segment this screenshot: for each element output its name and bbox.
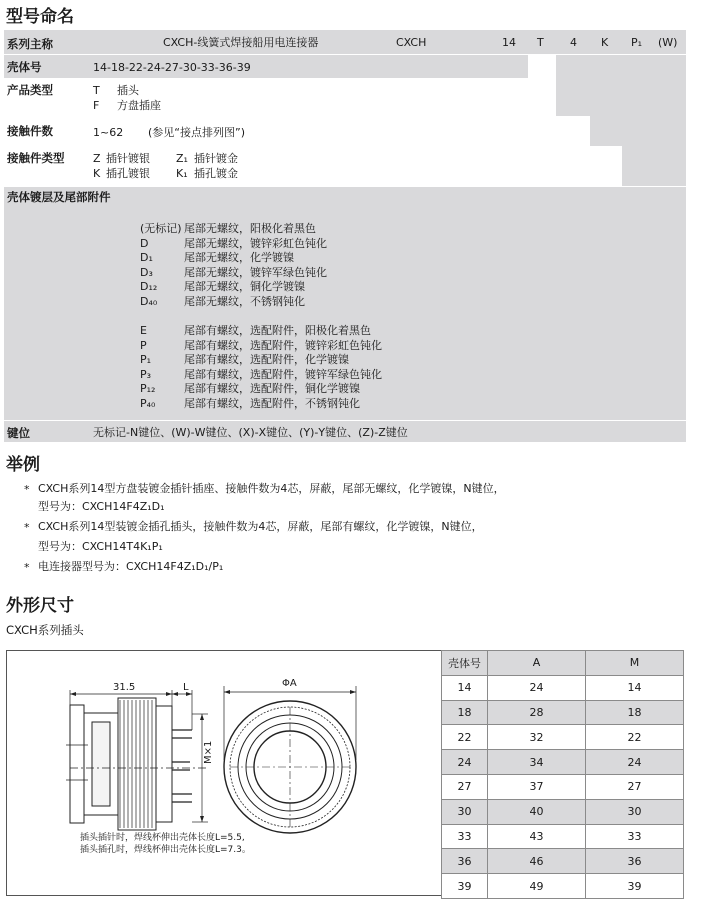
front-view bbox=[224, 686, 356, 833]
table-row bbox=[442, 849, 684, 874]
plating-row bbox=[140, 222, 440, 237]
drawing-note-1: 插头插针时，焊线杯伸出壳体长度L=5.5, bbox=[80, 833, 245, 843]
plating-desc: 尾部无螺纹，阳极化着黑色 bbox=[184, 222, 316, 235]
cell-a: 28 bbox=[488, 700, 586, 725]
plating-code: P₄₀ bbox=[140, 396, 156, 410]
cell-a: 46 bbox=[488, 849, 586, 874]
cell-shell: 24 bbox=[442, 750, 488, 775]
dimension-subtitle: CXCH系列插头 bbox=[6, 623, 84, 637]
cell-m: 14 bbox=[586, 675, 684, 700]
product-label: 产品类型 bbox=[7, 83, 53, 97]
example-item bbox=[24, 559, 624, 579]
table-row bbox=[442, 799, 684, 824]
example-line: 电连接器型号为：CXCH14F4Z₁D₁/P₁ bbox=[38, 560, 224, 573]
plating-desc: 尾部无螺纹，铜化学镀镍 bbox=[184, 280, 305, 293]
series-label: 系列主称 bbox=[7, 37, 53, 51]
plating-desc: 尾部有螺纹，选配附件，阳极化着黑色 bbox=[184, 324, 371, 337]
cell-m: 24 bbox=[586, 750, 684, 775]
plating-list bbox=[140, 222, 440, 411]
plating-code: P₃ bbox=[140, 367, 152, 381]
example-list bbox=[24, 481, 624, 579]
key-label: 键位 bbox=[7, 426, 30, 440]
product-f-code: F bbox=[93, 99, 100, 112]
code-part-plating: P₁ bbox=[631, 36, 643, 49]
dim-L: L bbox=[183, 682, 189, 693]
plating-code: (无标记) bbox=[140, 222, 182, 235]
contacts-range: 1~62 bbox=[93, 126, 124, 139]
example-item bbox=[24, 519, 624, 559]
plating-desc: 尾部有螺纹，选配附件，不锈钢钝化 bbox=[184, 396, 360, 410]
shell-label: 壳体号 bbox=[7, 60, 42, 74]
contact-type-label: 接触件类型 bbox=[7, 151, 65, 165]
contact-k-code: K bbox=[93, 167, 101, 180]
cell-shell: 22 bbox=[442, 725, 488, 750]
cell-a: 34 bbox=[488, 750, 586, 775]
cell-m: 18 bbox=[586, 700, 684, 725]
contact-z: 插针镀银 bbox=[106, 152, 150, 165]
example-item bbox=[24, 481, 624, 519]
plating-row bbox=[140, 266, 440, 281]
plating-row bbox=[140, 397, 440, 412]
dimension-table bbox=[441, 650, 684, 899]
shell-values: 14-18-22-24-27-30-33-36-39 bbox=[93, 61, 251, 74]
plating-row bbox=[140, 368, 440, 383]
plating-code: P₁ bbox=[140, 353, 152, 366]
table-row bbox=[442, 725, 684, 750]
plating-desc: 尾部有螺纹，选配附件，镀锌军绿色钝化 bbox=[184, 367, 382, 381]
plating-code: P₁₂ bbox=[140, 382, 156, 395]
dim-phiA: ΦA bbox=[282, 678, 297, 689]
cell-shell: 27 bbox=[442, 774, 488, 799]
example-model: 型号为：CXCH14F4Z₁D₁ bbox=[38, 500, 165, 513]
table-row bbox=[442, 874, 684, 899]
cell-m: 39 bbox=[586, 874, 684, 899]
plating-desc: 尾部有螺纹，选配附件，铜化学镀镍 bbox=[184, 382, 360, 395]
naming-band-shell bbox=[4, 54, 528, 78]
contacts-note: (参见“接点排列图”) bbox=[148, 126, 245, 139]
plating-code: D₁ bbox=[140, 251, 153, 264]
col-header-m: M bbox=[586, 651, 684, 676]
plating-desc: 尾部无螺纹，化学镀镍 bbox=[184, 251, 294, 264]
code-part-type: T bbox=[537, 36, 544, 49]
plating-row bbox=[140, 353, 440, 368]
code-part-shell: 14 bbox=[502, 36, 516, 49]
plating-row bbox=[140, 382, 440, 397]
plating-row bbox=[140, 251, 440, 266]
cell-m: 36 bbox=[586, 849, 684, 874]
cell-shell: 18 bbox=[442, 700, 488, 725]
table-row bbox=[442, 675, 684, 700]
plating-row bbox=[140, 280, 440, 295]
naming-band-contact-type-tail bbox=[622, 146, 686, 186]
col-header-a: A bbox=[488, 651, 586, 676]
code-part-contact-type: K bbox=[601, 36, 609, 49]
cell-shell: 14 bbox=[442, 675, 488, 700]
plating-code: D₄₀ bbox=[140, 294, 158, 308]
plating-row bbox=[140, 237, 440, 252]
dim-31-5: 31.5 bbox=[113, 682, 136, 693]
plating-desc: 尾部有螺纹，选配附件，化学镀镍 bbox=[184, 353, 349, 366]
side-view bbox=[66, 690, 208, 830]
table-header-row bbox=[442, 651, 684, 676]
plating-code: E bbox=[140, 324, 147, 337]
dim-M: M×1 bbox=[203, 740, 214, 764]
cell-shell: 36 bbox=[442, 849, 488, 874]
contact-z-code: Z bbox=[93, 152, 101, 165]
bullet-icon: * bbox=[24, 483, 30, 496]
plating-desc: 尾部无螺纹，镀锌军绿色钝化 bbox=[184, 265, 327, 279]
cell-m: 27 bbox=[586, 774, 684, 799]
product-t: 插头 bbox=[117, 84, 139, 97]
series-desc: CXCH-线簧式焊接船用电连接器 bbox=[163, 36, 319, 49]
plating-row bbox=[140, 324, 440, 339]
cell-m: 30 bbox=[586, 799, 684, 824]
example-line: CXCH系列14型装镀金插孔插头，接触件数为4芯，屏蔽，尾部有螺纹，化学镀镍，N键位， bbox=[38, 520, 483, 533]
naming-band-series bbox=[4, 30, 686, 54]
plating-row bbox=[140, 339, 440, 354]
table-row bbox=[442, 774, 684, 799]
table-row bbox=[442, 750, 684, 775]
bullet-icon: * bbox=[24, 521, 30, 534]
dimension-title: 外形尺寸 bbox=[6, 596, 74, 616]
drawing-note-2: 插头插孔时，焊线杯伸出壳体长度L=7.3。 bbox=[80, 845, 251, 855]
cell-m: 33 bbox=[586, 824, 684, 849]
cell-a: 24 bbox=[488, 675, 586, 700]
cell-a: 40 bbox=[488, 799, 586, 824]
plating-code: D bbox=[140, 236, 149, 250]
contact-k1: 插孔镀金 bbox=[194, 167, 238, 180]
plating-desc: 尾部无螺纹，不锈钢钝化 bbox=[184, 294, 305, 308]
plating-code: P bbox=[140, 338, 147, 352]
example-line: CXCH系列14型方盘装镀金插针插座、接触件数为4芯，屏蔽，尾部无螺纹，化学镀镍，N键位， bbox=[38, 482, 505, 495]
code-part-series: CXCH bbox=[396, 36, 427, 49]
table-row bbox=[442, 700, 684, 725]
cell-a: 49 bbox=[488, 874, 586, 899]
table-row bbox=[442, 824, 684, 849]
contact-z1-code: Z₁ bbox=[176, 152, 188, 165]
plating-desc: 尾部无螺纹，镀锌彩虹色钝化 bbox=[184, 236, 327, 250]
key-desc: 无标记-N键位、(W)-W键位、(X)-X键位、(Y)-Y键位、(Z)-Z键位 bbox=[93, 426, 408, 439]
naming-band-product-tail bbox=[556, 54, 686, 116]
plating-desc: 尾部有螺纹，选配附件，镀锌彩虹色钝化 bbox=[184, 338, 382, 352]
contact-z1: 插针镀金 bbox=[194, 152, 238, 165]
bullet-icon: * bbox=[24, 561, 30, 574]
contact-k1-code: K₁ bbox=[176, 167, 188, 180]
product-f: 方盘插座 bbox=[117, 99, 161, 112]
code-part-key: (W) bbox=[658, 36, 678, 49]
cell-a: 37 bbox=[488, 774, 586, 799]
plating-code: D₁₂ bbox=[140, 280, 158, 293]
plating-label: 壳体镀层及尾部附件 bbox=[7, 190, 111, 204]
cell-a: 43 bbox=[488, 824, 586, 849]
connector-drawing bbox=[6, 650, 442, 896]
cell-shell: 30 bbox=[442, 799, 488, 824]
contacts-label: 接触件数 bbox=[7, 124, 53, 138]
cell-shell: 33 bbox=[442, 824, 488, 849]
cell-m: 22 bbox=[586, 725, 684, 750]
naming-band-contacts-tail bbox=[590, 116, 686, 146]
product-t-code: T bbox=[93, 84, 100, 97]
naming-title: 型号命名 bbox=[6, 7, 74, 27]
cell-a: 32 bbox=[488, 725, 586, 750]
example-title: 举例 bbox=[6, 455, 40, 475]
cell-shell: 39 bbox=[442, 874, 488, 899]
example-model: 型号为：CXCH14T4K₁P₁ bbox=[38, 540, 163, 553]
plating-code: D₃ bbox=[140, 265, 153, 279]
plating-row bbox=[140, 295, 440, 310]
contact-k: 插孔镀银 bbox=[106, 167, 150, 180]
col-header-shell: 壳体号 bbox=[442, 651, 488, 676]
code-part-contacts: 4 bbox=[570, 36, 577, 49]
